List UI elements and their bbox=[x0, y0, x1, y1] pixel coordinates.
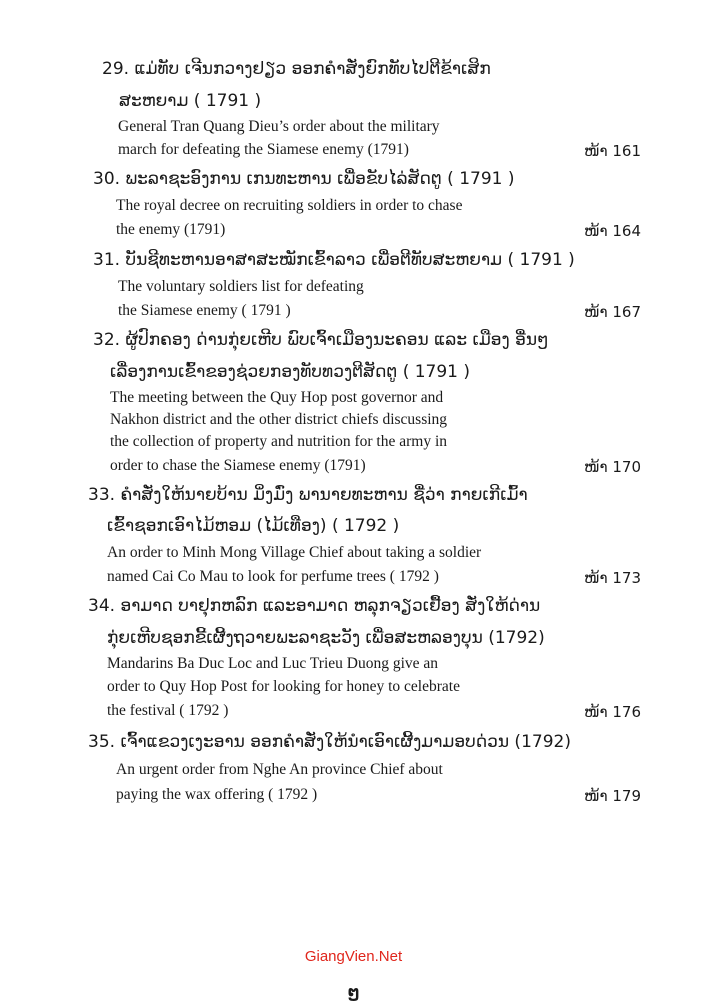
entry-english-line: march for defeating the Siamese enemy (1791) bbox=[118, 141, 409, 158]
entry-english-line: The voluntary soldiers list for defeating bbox=[118, 278, 364, 295]
entry-lao-line: 34. ອາມາດ ບາຢຸກຫລົກ ແລະອາມາດ ຫລຸກຈຽວເຢື້ອງ ສັ່ງໃຫ້ດ່ານ bbox=[88, 596, 541, 616]
entry-english-line: General Tran Quang Dieu’s order about the military bbox=[118, 118, 440, 135]
entry-english-line: paying the wax offering ( 1792 ) bbox=[116, 786, 318, 803]
entry-english-line: Mandarins Ba Duc Loc and Luc Trieu Duong give an bbox=[107, 655, 439, 672]
entry-page-number: ໜ້າ 161 bbox=[584, 142, 641, 160]
entry-page-number: ໜ້າ 170 bbox=[584, 458, 641, 476]
entry-lao-line: 31. ບັນຊີທະຫານອາສາສະໝັກເຂົ້າລາວ ເພື່ອຕີທັບສະຫຍາມ ( 1791 ) bbox=[93, 250, 575, 270]
entry-lao-line: ເຂົ້າຊອກເອົາໄມ້ຫອມ (ໄມ້ເທືອງ) ( 1792 ) bbox=[107, 516, 400, 536]
entry-lao-line: ເລື່ອງການເຂົ້າຂອງຊ່ວຍກອງທັບທວງຕີສັດຕູ ( 1791 ) bbox=[110, 362, 471, 382]
entry-english-line: order to chase the Siamese enemy (1791) bbox=[110, 457, 366, 474]
entry-english-line: The royal decree on recruiting soldiers in order to chase bbox=[116, 197, 463, 214]
entry-english-line: Nakhon district and the other district chiefs discussing bbox=[110, 411, 448, 428]
entry-lao-line: 35. ເຈົ້າແຂວງເງະອານ ອອກຄຳສັ່ງໃຫ້ນຳເອົາເຜີ້ງມາມອບດ່ວນ (1792) bbox=[88, 732, 571, 752]
entry-lao-line: ກຸ່ຍເຫີບຊອກຂີ້ເຜີ້ງຖວາຍພະລາຊະວັງ ເພື່ອສະຫລອງບຸນ (1792) bbox=[107, 628, 545, 648]
entry-lao-line: 32. ຜູ້ປົກຄອງ ດ່ານກຸ່ຍເຫີບ ພົບເຈົ້າເມືອງນະຄອນ ແລະ ເມືອງ ອື່ນໆ bbox=[93, 330, 549, 350]
entry-page-number: ໜ້າ 164 bbox=[584, 222, 641, 240]
entry-lao-line: 29. ແມ່ທັບ ເຈີນກວາງຢຽວ ອອກຄຳສັ່ງຍົກທັບໄປຕີຂ້າເສິກ bbox=[102, 59, 491, 79]
entry-english-line: the Siamese enemy ( 1791 ) bbox=[118, 302, 291, 319]
entry-english-line: named Cai Co Mau to look for perfume trees ( 1792 ) bbox=[107, 568, 439, 585]
entry-english-line: order to Quy Hop Post for looking for honey to celebrate bbox=[107, 678, 460, 695]
entry-page-number: ໜ້າ 176 bbox=[584, 703, 641, 721]
entry-page-number: ໜ້າ 173 bbox=[584, 569, 641, 587]
entry-page-number: ໜ້າ 179 bbox=[584, 787, 641, 805]
entry-lao-line: ສະຫຍາມ ( 1791 ) bbox=[119, 91, 262, 111]
entry-english-line: An urgent order from Nghe An province Chief about bbox=[116, 761, 443, 778]
entry-page-number: ໜ້າ 167 bbox=[584, 303, 641, 321]
entry-english-line: the enemy (1791) bbox=[116, 221, 226, 238]
entry-lao-line: 33. ຄຳສັ່ງໃຫ້ນາຍບ້ານ ມິ່ງມົ່ງ ພານາຍທະຫານ ຊື່ວ່າ ກາຍເກີເມົ້າ bbox=[88, 485, 528, 505]
watermark-text: GiangVien.Net bbox=[304, 948, 403, 965]
entry-english-line: The meeting between the Quy Hop post governor and bbox=[110, 389, 444, 406]
page-mark: ໆ bbox=[347, 982, 360, 1001]
entry-lao-line: 30. ພະລາຊະອົງການ ເກນທະຫານ ເພື່ອຂັບໄລ່ສັດຕູ ( 1791 ) bbox=[93, 169, 515, 189]
entry-english-line: the collection of property and nutrition for the army in bbox=[110, 433, 448, 450]
entry-english-line: An order to Minh Mong Village Chief about taking a soldier bbox=[107, 544, 482, 561]
entry-english-line: the festival ( 1792 ) bbox=[107, 702, 229, 719]
